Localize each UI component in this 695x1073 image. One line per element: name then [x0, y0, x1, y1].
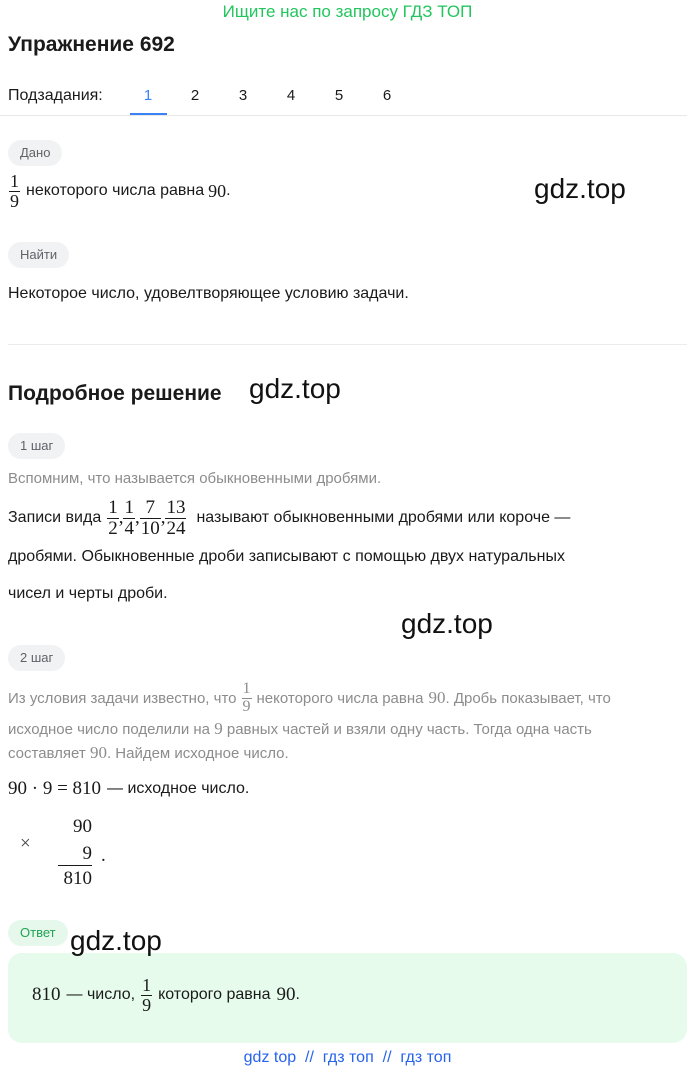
given-text: $\frac{1}{9}$ некоторого числа равна 90 .: [10, 171, 231, 211]
step-2-line-2: исходное число поделили на 9 равных частей и взяли одну часть. Тогда одна часть: [8, 719, 592, 738]
equation: 90 · 9 = 810: [8, 778, 102, 799]
multiply-sign: ×: [20, 833, 31, 854]
step-2-line-3: составляет 90. Найдем исходное число.: [8, 743, 289, 762]
answer-badge: Ответ: [8, 920, 68, 946]
solution-heading: Подробное решение: [8, 382, 222, 405]
step-2-line-1: Из условия задачи известно, что $\frac{1}{9}$ некоторого числа равна 90 . Дробь показывает, что: [8, 679, 611, 715]
multiplier: 9: [58, 843, 92, 866]
tab-subtask-4[interactable]: 4: [286, 87, 296, 104]
watermark: gdz.top: [401, 608, 493, 639]
footer-links[interactable]: gdz top // гдз топ // гдз топ: [243, 1049, 452, 1066]
watermark: gdz.top: [249, 373, 341, 404]
fraction: $\frac{1}{9}$: [142, 975, 152, 1015]
fraction-list: $\frac{1}{2}$ , $\frac{1}{4}$ , $\frac{7}{10}$ , $\frac{13}{24}$: [108, 496, 186, 539]
fraction: $\frac{1}{4}$: [124, 496, 134, 539]
tab-subtask-3[interactable]: 3: [238, 87, 248, 104]
tabs-divider: [0, 115, 687, 116]
tab-subtask-6[interactable]: 6: [382, 87, 392, 104]
fraction: $\frac{7}{10}$: [140, 496, 160, 539]
section-divider: [8, 344, 687, 345]
fraction: $\frac{1}{2}$: [108, 496, 118, 539]
answer-text: 810 — число, $\frac{1}{9}$ которого равна 90 .: [32, 975, 300, 1015]
page-title: Упражнение 692: [8, 33, 175, 56]
step-1-badge: 1 шаг: [8, 433, 65, 459]
subtasks-label: Подзадания:: [8, 87, 103, 104]
find-text: Некоторое число, удовелтворяющее условию задачи.: [8, 285, 409, 302]
watermark: gdz.top: [534, 173, 626, 204]
multiplicand: 90: [73, 816, 92, 837]
step-2-badge: 2 шаг: [8, 645, 65, 671]
step-1-line-1: Записи вида $\frac{1}{2}$ , $\frac{1}{4}$ , $\frac{7}{10}$ , $\frac{13}{24}$ называют обыкновенными дробями или короче —: [8, 496, 571, 539]
tab-subtask-5[interactable]: 5: [334, 87, 344, 104]
find-badge: Найти: [8, 242, 69, 268]
equation-line: 90 · 9 = 810 — исходное число.: [8, 778, 250, 799]
fraction: $\frac{1}{9}$: [242, 679, 251, 715]
step-1-line-3: чисел и черты дроби.: [8, 585, 168, 602]
product: 810: [63, 868, 92, 889]
fraction: $\frac{13}{24}$: [166, 496, 186, 539]
tab-subtask-2[interactable]: 2: [190, 87, 200, 104]
step-1-hint: Вспомним, что называется обыкновенными дробями.: [8, 470, 382, 487]
step-1-line-2: дробями. Обыкновенные дроби записывают с помощью двух натуральных: [8, 548, 565, 565]
mult-dot: .: [101, 845, 106, 866]
watermark: gdz.top: [70, 925, 162, 956]
search-banner: Ищите нас по запросу ГДЗ ТОП: [222, 2, 473, 21]
given-fraction: $\frac{1}{9}$: [10, 171, 19, 211]
given-badge: Дано: [8, 140, 62, 166]
tab-subtask-1[interactable]: 1: [143, 87, 153, 104]
